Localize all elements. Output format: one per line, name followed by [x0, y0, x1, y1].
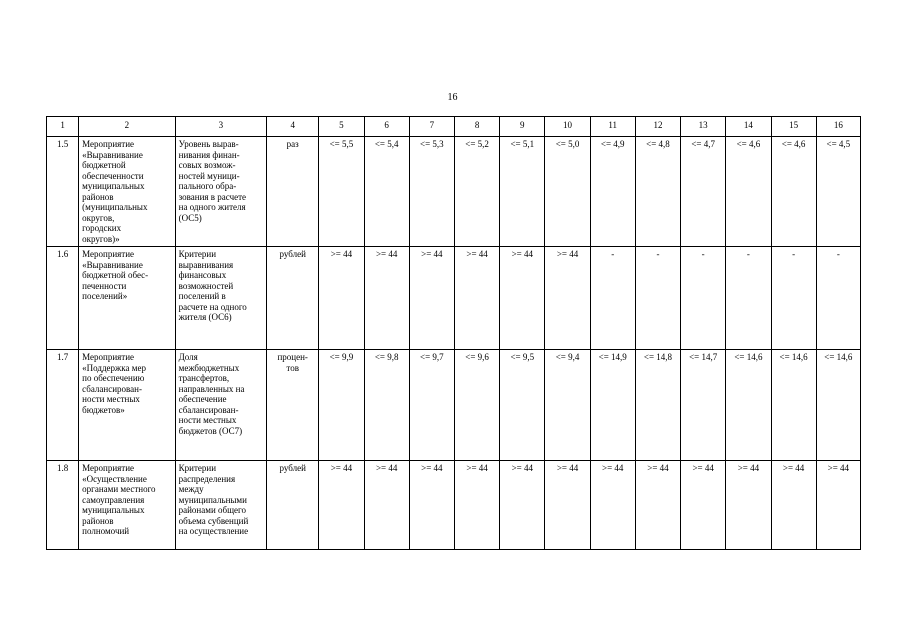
measure-name-line: Мероприятие	[82, 249, 135, 259]
table-row	[47, 137, 861, 247]
measure-name-line: поселений»	[82, 291, 128, 301]
value-cell: <= 9,6	[454, 350, 499, 461]
column-header: 16	[816, 117, 860, 137]
criterion-line: ности местных	[178, 415, 237, 425]
value-cell: <= 9,7	[409, 350, 454, 461]
value-cell: <= 5,4	[364, 137, 409, 247]
measure-name-line: муниципальных	[82, 505, 145, 515]
value-cell: >= 44	[726, 461, 771, 550]
criterion-line: районами общего	[178, 505, 246, 515]
row-number-cell: 1.6	[47, 247, 79, 350]
row-number-cell: 1.7	[47, 350, 79, 461]
header-row	[47, 117, 861, 137]
value-cell: >= 44	[681, 461, 726, 550]
value-cell: <= 9,5	[500, 350, 545, 461]
value-cell: >= 44	[816, 461, 860, 550]
table-row	[47, 247, 861, 350]
measure-name-cell	[79, 350, 175, 461]
unit-cell	[267, 137, 319, 247]
value-cell: <= 4,7	[681, 137, 726, 247]
unit-cell	[267, 350, 319, 461]
measure-name-line: (муниципальных	[82, 202, 148, 212]
value-cell: -	[590, 247, 635, 350]
criterion-line: выравнивания	[178, 259, 234, 270]
criterion-line: Уровень вырав-	[178, 139, 239, 149]
value-cell: <= 4,5	[816, 137, 860, 247]
criterion-line: Доля	[178, 352, 198, 362]
criterion-line: сбалансирован-	[178, 404, 239, 415]
value-cell: <= 4,6	[771, 137, 816, 247]
criterion-line: распределения	[178, 473, 236, 484]
column-header: 11	[590, 117, 635, 137]
criterion-line: между	[178, 484, 204, 494]
value-cell: <= 5,2	[454, 137, 499, 247]
value-cell: <= 14,9	[590, 350, 635, 461]
measure-name-line: ности местных	[82, 394, 140, 404]
measure-name-line: «Поддержка мер	[82, 362, 146, 373]
value-cell: <= 14,6	[726, 350, 771, 461]
value-cell: >= 44	[364, 247, 409, 350]
unit-cell	[267, 461, 319, 550]
value-cell: >= 44	[454, 461, 499, 550]
column-header: 12	[635, 117, 680, 137]
measure-name-line: по обеспечению	[82, 373, 145, 383]
criterion-line: Критерии	[178, 249, 217, 259]
value-cell: >= 44	[545, 461, 590, 550]
measure-name-line: округов,	[82, 212, 115, 223]
criterion-line: ностей муници-	[178, 170, 240, 181]
measure-name-line: самоуправления	[82, 494, 145, 505]
value-cell: <= 14,6	[816, 350, 860, 461]
measure-name-cell	[79, 461, 175, 550]
measure-name-line: «Осуществление	[82, 473, 147, 484]
value-cell: >= 44	[590, 461, 635, 550]
value-cell: <= 9,4	[545, 350, 590, 461]
table-row	[47, 461, 861, 550]
criterion-cell	[175, 350, 266, 461]
value-cell: >= 44	[500, 461, 545, 550]
criterion-line: на одного жителя	[178, 202, 246, 212]
unit-line: тов	[286, 362, 299, 373]
criterion-cell	[175, 247, 266, 350]
measure-name-line: «Выравнивание	[82, 149, 143, 160]
value-cell: >= 44	[454, 247, 499, 350]
criterion-line: межбюджетных	[178, 362, 240, 373]
value-cell: <= 4,9	[590, 137, 635, 247]
value-cell: <= 14,7	[681, 350, 726, 461]
criterion-line: трансфертов,	[178, 373, 230, 383]
measure-name-line: бюджетной	[82, 160, 126, 170]
criterion-line: на осуществление	[178, 526, 249, 536]
value-cell: <= 14,6	[771, 350, 816, 461]
value-cell: -	[681, 247, 726, 350]
criterion-cell	[175, 137, 266, 247]
value-cell: >= 44	[545, 247, 590, 350]
value-cell: >= 44	[635, 461, 680, 550]
criterion-line: совых возмож-	[178, 160, 236, 170]
column-header: 2	[79, 117, 175, 137]
value-cell: >= 44	[409, 461, 454, 550]
measure-name-line: сбалансирован-	[82, 383, 142, 394]
criterion-line: поселений в	[178, 291, 226, 301]
unit-line: процен-	[277, 352, 308, 362]
column-header: 1	[47, 117, 79, 137]
measure-name-line: Мероприятие	[82, 352, 135, 362]
criterion-line: жителя (ОС6)	[178, 312, 232, 322]
criterion-line: расчете на одного	[178, 301, 247, 312]
column-header: 10	[545, 117, 590, 137]
row-number-cell: 1.5	[47, 137, 79, 247]
unit-cell	[267, 247, 319, 350]
measure-name-cell	[79, 137, 175, 247]
measure-name-line: печенности	[82, 280, 127, 291]
value-cell: -	[635, 247, 680, 350]
column-header: 4	[267, 117, 319, 137]
value-cell: >= 44	[500, 247, 545, 350]
column-header: 8	[454, 117, 499, 137]
measure-name-line: «Выравнивание	[82, 259, 143, 270]
value-cell: >= 44	[364, 461, 409, 550]
criterion-cell	[175, 461, 266, 550]
value-cell: <= 4,8	[635, 137, 680, 247]
measure-name-line: обеспеченности	[82, 170, 144, 181]
value-cell: -	[771, 247, 816, 350]
value-cell: <= 14,8	[635, 350, 680, 461]
value-cell: <= 5,0	[545, 137, 590, 247]
value-cell: -	[816, 247, 860, 350]
criterion-line: Критерии	[178, 463, 217, 473]
value-cell: <= 4,6	[726, 137, 771, 247]
value-cell: -	[726, 247, 771, 350]
column-header: 6	[364, 117, 409, 137]
column-header: 15	[771, 117, 816, 137]
column-header: 14	[726, 117, 771, 137]
value-cell: <= 9,8	[364, 350, 409, 461]
value-cell: >= 44	[319, 461, 364, 550]
measure-name-line: районов	[82, 515, 114, 526]
measure-name-line: бюджетной обес-	[82, 270, 149, 280]
value-cell: <= 5,1	[500, 137, 545, 247]
measure-name-line: полномочий	[82, 526, 130, 536]
criterion-line: обеспечение	[178, 394, 227, 404]
criterion-line: бюджетов (ОС7)	[178, 425, 243, 436]
measure-name-line: Мероприятие	[82, 463, 135, 473]
column-header: 5	[319, 117, 364, 137]
measure-name-line: городских	[82, 223, 122, 233]
indicators-table	[46, 116, 861, 550]
criterion-line: нивания финан-	[178, 149, 240, 160]
row-number-cell: 1.8	[47, 461, 79, 550]
value-cell: >= 44	[319, 247, 364, 350]
page-number: 16	[447, 92, 458, 103]
measure-name-line: районов	[82, 191, 114, 202]
value-cell: >= 44	[409, 247, 454, 350]
measure-name-line: муниципальных	[82, 181, 145, 191]
measure-name-cell	[79, 247, 175, 350]
criterion-line: муниципальными	[178, 494, 247, 505]
column-header: 3	[175, 117, 266, 137]
measure-name-line: округов)»	[82, 233, 120, 244]
measure-name-line: бюджетов»	[82, 404, 125, 415]
unit-line: рублей	[279, 463, 306, 473]
criterion-line: (ОС5)	[178, 212, 202, 223]
unit-line: раз	[286, 139, 299, 149]
value-cell: <= 5,5	[319, 137, 364, 247]
value-cell: >= 44	[771, 461, 816, 550]
table-row	[47, 350, 861, 461]
measure-name-line: органами местного	[82, 484, 156, 494]
value-cell: <= 5,3	[409, 137, 454, 247]
unit-line: рублей	[279, 249, 306, 259]
value-cell: <= 9,9	[319, 350, 364, 461]
criterion-line: возможностей	[178, 280, 234, 291]
column-header: 13	[681, 117, 726, 137]
criterion-line: зования в расчете	[178, 191, 247, 202]
criterion-line: объема субвенций	[178, 515, 249, 526]
criterion-line: финансовых	[178, 270, 227, 280]
criterion-line: направленных на	[178, 383, 245, 394]
criterion-line: пального обра-	[178, 181, 237, 191]
column-header: 9	[500, 117, 545, 137]
column-header: 7	[409, 117, 454, 137]
measure-name-line: Мероприятие	[82, 139, 135, 149]
